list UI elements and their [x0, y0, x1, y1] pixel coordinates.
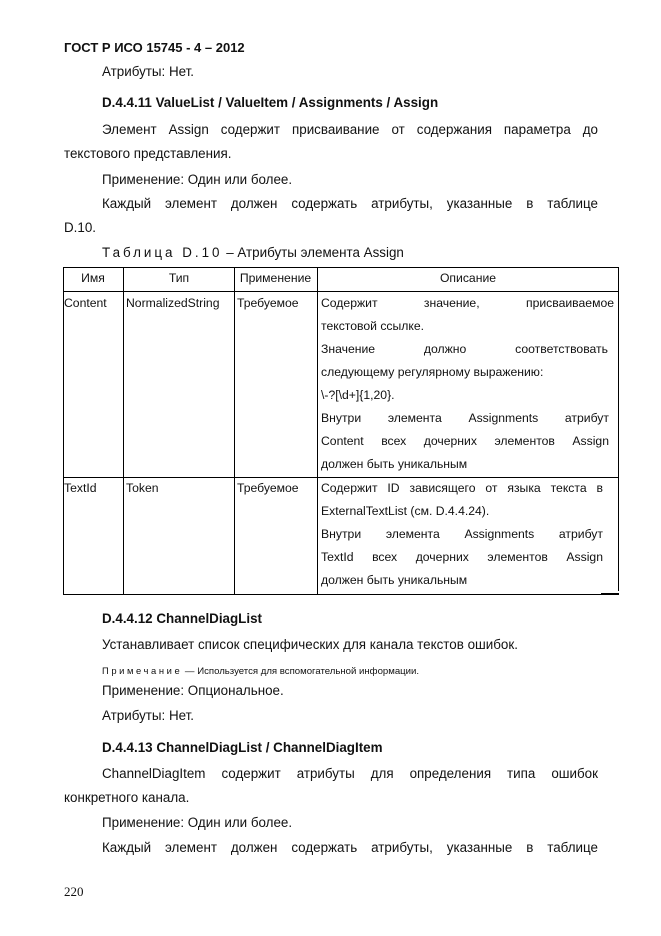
note-label: Примечание	[102, 665, 183, 676]
table-row-content-desc-line: следующему регулярному выражению:	[321, 365, 544, 379]
assign-description-line1: Элемент Assign содержит присваивание от содержания параметра до	[102, 122, 598, 137]
column-header-name: Имя	[81, 271, 105, 285]
table-row-textid-desc-line: ExternalTextList (см. D.4.4.24).	[321, 504, 490, 518]
note	[102, 661, 419, 679]
assign-usage-text: Применение: Один или более.	[102, 172, 293, 187]
channeldiagitem-description-line2: конкретного канала.	[64, 790, 190, 805]
table-caption	[102, 244, 404, 261]
table-row-content-name: Content	[64, 296, 107, 310]
section-title-channeldiagitem: D.4.4.13 ChannelDiagList / ChannelDiagItem	[102, 740, 383, 755]
table-row-textid-usage: Требуемое	[237, 481, 299, 495]
table-row-content-desc-line: Значение должно соответствовать	[321, 342, 608, 356]
table-row-content-type: NormalizedString	[126, 296, 220, 310]
table-row-content-desc-line: \-?[\d+]{1,20}.	[321, 388, 395, 402]
assign-table-reference-line1: Каждый элемент должен содержать атрибуты, указанные в таблице	[102, 196, 598, 211]
assign-table-reference-line2: D.10.	[64, 220, 97, 235]
table-row-textid-name: TextId	[64, 481, 97, 495]
attributes-none-text: Атрибуты: Нет.	[102, 64, 195, 79]
table-row-content-desc-line: Содержит значение, присваиваемое	[321, 296, 614, 310]
section-title-channeldiaglist: D.4.4.12 ChannelDiagList	[102, 611, 262, 626]
attributes-table	[63, 267, 619, 594]
table-caption-label: Таблица D.10	[102, 245, 223, 260]
table-caption-text: – Атрибуты элемента Assign	[222, 245, 404, 260]
channeldiaglist-attributes: Атрибуты: Нет.	[102, 708, 195, 723]
column-header-type: Тип	[168, 271, 190, 285]
table-row-content-desc-line: текстовой ссылке.	[321, 319, 425, 333]
table-row-textid-desc-line: Содержит ID зависящего от языка текста в	[321, 481, 603, 495]
table-row-textid-desc-line: TextId всех дочерних элементов Assign	[321, 550, 603, 564]
document-header: ГОСТ Р ИСО 15745 - 4 – 2012	[64, 40, 245, 55]
table-row-content-usage: Требуемое	[237, 296, 299, 310]
table-row-content-desc-line: Content всех дочерних элементов Assign	[321, 434, 609, 448]
channeldiaglist-description: Устанавливает список специфических для канала текстов ошибок.	[102, 637, 518, 652]
channeldiaglist-usage: Применение: Опциональное.	[102, 683, 284, 698]
table-row-content-desc-line: Внутри элемента Assignments атрибут	[321, 411, 609, 425]
section-title-assign: D.4.4.11 ValueList / ValueItem / Assignments / Assign	[102, 95, 439, 110]
column-header-description: Описание	[439, 271, 497, 285]
channeldiagitem-usage: Применение: Один или более.	[102, 815, 293, 830]
table-row-textid-type: Token	[126, 481, 159, 495]
table-row-content-desc-line: должен быть уникальным	[321, 457, 468, 471]
table-row-textid-desc-line: Внутри элемента Assignments атрибут	[321, 527, 603, 541]
channeldiagitem-description-line1: ChannelDiagItem содержит атрибуты для определения типа ошибок	[102, 766, 598, 781]
assign-description-line2: текстового представления.	[64, 146, 232, 161]
column-header-usage: Применение	[239, 271, 312, 285]
note-text: — Используется для вспомогательной информации.	[182, 666, 420, 677]
page-number: 220	[64, 884, 84, 899]
table-row-textid-desc-line: должен быть уникальным	[321, 573, 468, 587]
channeldiagitem-table-reference: Каждый элемент должен содержать атрибуты, указанные в таблице	[102, 840, 598, 855]
